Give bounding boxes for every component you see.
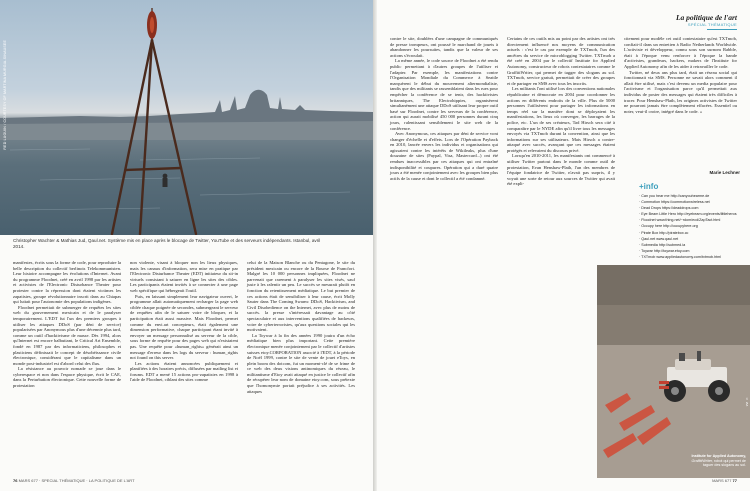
paragraph: Les militants l'ont utilisé lors des conventions nationales républicaine et démocrate en 2004 pour coordonner les actions en différents endroits de la ville. Plus de 5000 personnes l'utilisèrent pour partager les informations en temps réel sur la manière dont se déployaient les manifestations, les lieux où converger, les barrages de la police, etc. L'un de ses créateurs, Tad Hirsch sera cité à comparaître par le NYDE afin qu'il livre tous les messages envoyés via TXTmob durant la convention, ainsi que les informations sur ses utilisateurs. Mais Hirsch a contre-attaqué avec succès, avançant que ces messages étaient protégés et relevaient du discours privé.: [507, 86, 615, 153]
info-box: [639, 182, 739, 260]
info-link[interactable]: · Dead Drops https://deaddrops.com: [639, 206, 699, 211]
right-column-2: [507, 36, 615, 187]
running-title: La politique de l'art: [675, 13, 737, 22]
right-page: [377, 0, 750, 491]
istanbul-photo: [0, 0, 373, 235]
info-link[interactable]: · Commotion https://commotionwireless.net: [639, 200, 710, 205]
paragraph: celui de la Maison Blanche ou du Pentagone, le site du président mexicain ou encore de la Bourse de Francfort. Malgré les 10 000 personnes impliquées, Floodnet ne parvenait que rarement à paralyser les sites visés, sauf juste à les ralentir un peu. Le succès se mesurait plutôt en fonction du retentissement médiatique. Le but premier de ces actions était de sensibiliser à leur cause, écrit Molly Sauter dans The Coming Swarm: DDoS, Hacktivism, and Civil Disobedience on the Internet, avec plus de moins de succès. la presse s'intéressait davantage au côté spectaculaire et aux interventions qualifiées de hackeurs, voire de cyberterroristes, qu'aux questions sociales qui les motivaient.: [247, 260, 355, 333]
paragraph: La Toywar à la fin des années 1990 jouira d'un écho médiatique bien plus important. Cette première électronique menée conjointement par le collectif d'artistes suisses etoy.CORPORATION associé à l'EDT, à la période de Noël 1999, contre le site de vente de jouet eToys, en plein boom des dotcom, fut un moment-clé de se frime de ce web des deux visions antinomiques du réseau, le militantisme d'Etoy avait attaqué en justice le collectif afin de récupérer leur nom de domaine etoy.com, sous prétexte que l'homonymie portait préjudice à ses activités. Les attaques: [247, 332, 355, 394]
istanbul-photo-illustration: [0, 0, 373, 235]
paragraph: La même année, le code source de Floodnet a été rendu public permettant à d'autres groupes de l'utiliser et l'adapter. Par exemple, les manifestations contre l'Organisation Mondiale du Commerce à Seattle marquèrent le début du mouvement altermondialiste, tandis que des militants se rassemblaient dans les rues pour empêcher la conférence de se tenir, des hacktivistes britanniques, The Electrohippies, organisèrent simultanément une attaque DDoS utilisant leur propre outil basé sur Floodnet, contre les serveurs de la conférence, action qui aurait mobilisé 450 000 personnes durant cinq jours, ralentissant sensiblement le site web de la conférence.: [390, 58, 498, 131]
info-link[interactable]: · Toywar http://toywar.etoy.com: [639, 248, 690, 253]
info-link[interactable]: · Submedia http://submed.ia: [639, 242, 686, 247]
right-folio: [712, 478, 737, 483]
left-folio: [13, 478, 135, 483]
paragraph: citement pour modèle cet outil contestataire qu'est TXTmob, confiait-il dans un entretien à Radio Netherlands Worldwide. L'activiste et développeur, connu sous son surnom Rabble, était à l'époque venu renforcer à l'époque la bande d'activistes, grandeurs, hackers, makers de l'Institute for Applied Autonomy afin de les aider à retravailler le code.: [624, 36, 737, 69]
paragraph: contre le site, doublées d'une campagne de communiqués de presse trompeurs, ont poussé le marchand de jouets à abandonner les poursuites, tandis que la valeur de ses actions s'écroulait.: [390, 36, 498, 58]
info-link[interactable]: · TXTmob www.appliedautonomy.com/txtmob.html: [639, 254, 722, 259]
author-signature: Marie Lechner: [709, 170, 740, 175]
robot-photo-caption: [690, 454, 746, 468]
left-column-3: [247, 260, 355, 394]
paragraph: Puis, en laissant simplement leur navigateur ouvert, le programme allait automatiquement recharger la page web ciblée chaque poignée de secondes, submergeant le serveur de requêtes afin de le saturer voire de bloquer, et la participation était aussi massive. Mais Floodnet, permet comme du envi.art concepteurs, était également une dimension performative, chaque participant étant invité à envoyer un message personnalisé au serveur de la cible, sous forme de requête pour des pages web qui n'existaient pas. Une requête pour «human_rights» générait ainsi un message d'erreur dans les logs du serveur : human_rights not found on this server.: [130, 293, 238, 361]
right-column-3: [624, 36, 737, 114]
caption-strong: Institute for Applied Autonomy,: [691, 454, 746, 459]
left-column-1: [13, 260, 121, 389]
info-link[interactable]: · Floodnet www.thing.net/~rdom/ecd/ZapTact.html: [639, 218, 721, 223]
info-link[interactable]: · Can you hear me http://canyouhearme.de: [639, 194, 710, 198]
photo-credit: RED LUGUIN / COURTESY OF MARTINA MURGIA-SINAUSEE: [3, 40, 7, 150]
paragraph: Certains de ces outils mis au point par des artistes ont très directement influencé nos moyens de communication actuels : c'est le cas par exemple de TXTmob, l'un des ancêtres du service de microblogging Twitter. TXTmob a été créé en 2004 par le collectif Institute for Applied Autonomy, constructeur de robots contestataires comme le GraffitiWriter, qui permet de tagger des slogans au sol. TXTmob, service gratuit, permettait de créer des groupes et de partager en SMS avec tous les inscrits.: [507, 36, 615, 86]
info-link[interactable]: · Qaul.net www.qaul.net: [639, 236, 679, 241]
paragraph: Lorsqu'en 2010-2011, les manifestants ont commencé à utiliser Twitter partout dans le monde comme outil de protestation, Evan Henshaw-Plath, l'un des membres de l'équipe fondatrice de Twitter, n'avait pas surpris, il y voyait une sorte de retour aux sources de Twitter qui avait été expli-: [507, 153, 615, 187]
paragraph: manifestes, écrits sous la forme de code, pour reproduire la belle description du collectif berlinois Telekommunisten. Leur histoire accompagne les évolutions d'Internet. Avant du programme Floodnet, créé en avril 1998 par les artistes et activistes de l'Electronic Disturbance Theater pour protester contre la répression dont étaient victimes les zapatistes, groupe révolutionnaire inscrit dans au Chiapas qui luttait pour l'autonomie des populations indigènes.: [13, 260, 121, 305]
graffitiwriter-photo: [597, 265, 750, 478]
caption-rest: robot qui permet de taguer des slogans au sol.: [702, 458, 746, 468]
header-rule: [707, 29, 737, 30]
left-column-2: [130, 260, 238, 383]
folio-text: MARS 677: [712, 478, 732, 483]
paragraph: Les actions étaient annoncées publiquement et planifiées à des horaires précis, diffusées par mailing list et forums. EDT a mené 15 actions pro-zapatistes en 1998 à l'aide de Floodnet, ciblant des sites comme: [130, 360, 238, 383]
paragraph: Avec Anonymous, ces attaques par déni de service vont changer d'échelle et d'effets. Lors de l'Opération Payback en 2010, lancée envers les individus et organisations qui agissaient contre les intérêts de Wikileaks, plus d'une douzaine de sites (Paypal, Visa, Mastercard...) ont été rendues inaccessibles par ces attaques qui ont entraîné indisponibilité et coupures. Opération qui a duré quatre jours a été menée conjointement avec les groupes bien plus actifs de la cause et dont le collectif a été condamné.: [390, 131, 498, 181]
running-subtitle: SPÉCIAL THÉMATIQUE: [687, 22, 737, 27]
info-link[interactable]: · Eye Beam Little Hero http://eyebeam.org/events/littleheros: [639, 212, 737, 217]
info-link[interactable]: · Pirate Box http://piratebox.cc: [639, 230, 689, 235]
paragraph: Twitter, né deux ans plus tard, était un réseau social qui fonctionnait via SMS. Personne ne savait alors comment il allait être utilisé, mais c'est devenu un media populaire pour l'activisme et l'organisation parce qu'il permettait aux individus de poster des messages qui étaient très difficiles à tracer. Pour Henshaw-Plath, les origines activistes de Twitter ne pourront jamais être complètement effacées. Essentiel ou noter, veut-il croire, intégré dans le code. »: [624, 69, 737, 114]
left-page: [0, 0, 373, 491]
page-number: 76: [13, 478, 18, 483]
page-number: 77: [732, 478, 737, 483]
photo-caption: Christopher Wachter & Mathias Jud, Qaul.net. Système mis en place après le blocage de Twitter, YouTube et des serveurs indépendants. Istanbul, avril 2014.: [13, 238, 321, 249]
robot-photo-credit: © IAA: [745, 397, 749, 407]
paragraph: Floodnet permettait de submerger de requêtes les sites web du gouvernement mexicain et de le paralyser temporairement. L'EDT fut l'un des premiers groupes à utiliser les attaques DDoS (par déni de service) popularisées par Anonymous plus d'une décennie plus tard, comme un outil d'hacktivisme de masse. Dès 1994, alors qu'Internet est encore balbutiant, le Critical Art Ensemble, fondé en 1987 par des informaticiens, philosophes et plasticiens définissait le concept de désobéissance civile électronique, considérant que le capitalisme dans un monde post-industriel est d'abord celui des flux.: [13, 304, 121, 366]
paragraph: non violente, visant à bloquer non les lieux physiques, mais les canaux d'information, sera mise en pratique par l'Electronic Disturbance Theater (EDT) initiateur du sit-in virtuels consistant à saturer en ligne les sites des cibles. Les participants étaient invités à se connecter à une page web spécifique qui hébergeait l'outil.: [130, 260, 238, 293]
caption-italic: GraffitiWriter,: [691, 458, 713, 463]
paragraph: La résistance au pouvoir nomade se joue dans le cyberespace et non dans l'espace physique, écrit le CAE, dans la Perturbation électronique. Cette nouvelle forme de protestation: [13, 366, 121, 389]
graffitiwriter-illustration: [597, 265, 750, 478]
info-title: +info: [639, 182, 659, 191]
folio-text: MARS 677 · SPECIAL THÉMATIQUE · LA POLITIQUE DE L'ART: [18, 478, 135, 483]
right-column-1: [390, 36, 498, 181]
info-link[interactable]: · Occupy here http://occupyhere.org: [639, 224, 698, 229]
